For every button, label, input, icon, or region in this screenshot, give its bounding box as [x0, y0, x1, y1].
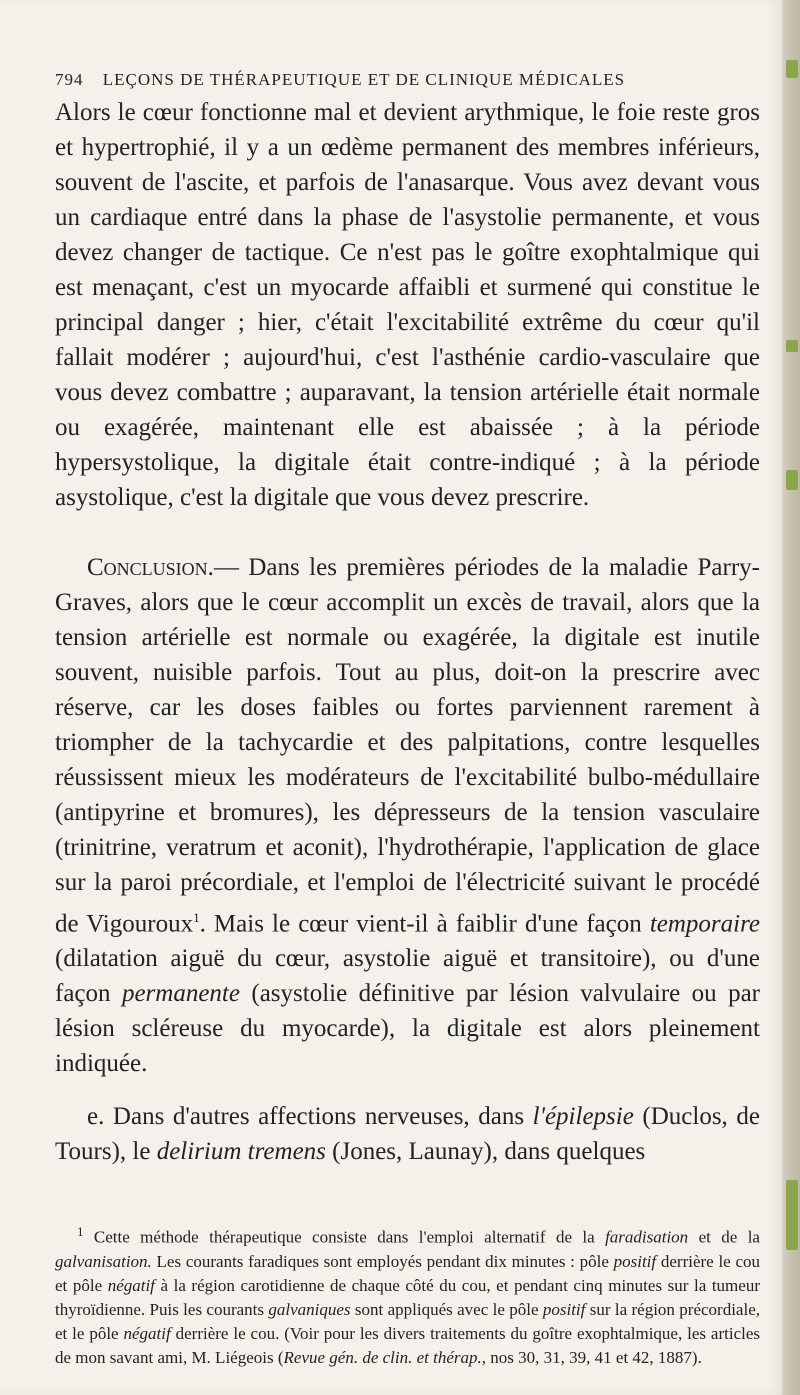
footnote-span: sont appliqués avec le pôle — [350, 1299, 543, 1319]
footnote-reference: 1 — [193, 910, 200, 925]
edge-marker — [786, 1180, 798, 1250]
footnote-mark: 1 — [77, 1224, 84, 1239]
edge-marker — [786, 470, 798, 490]
edge-marker — [786, 60, 798, 78]
footnote-emphasis: galvaniques — [268, 1299, 351, 1319]
footnote-emphasis: galvanisation. — [55, 1251, 152, 1271]
footnote-emphasis: faradisation — [605, 1227, 689, 1247]
running-header — [55, 70, 625, 90]
footnote-text — [55, 1220, 760, 1370]
paragraph-asystolie: Alors le cœur fonctionne mal et devient arythmique, le foie reste gros et hypertrophié, il y a un œdème permanent des membres inférieurs, souvent de l'ascite, et parfois de l'anasarque. Vous avez devant vous un cardiaque entré dans la phase de l'asystolie permanente, et vous devez changer de tactique. Ce n'est pas le goître exophtalmique qui est menaçant, c'est un myocarde affaibli et surmené qui constitue le principal danger ; hier, c'était l'excitabilité extrême du cœur qu'il fallait modérer ; aujourd'hui, c'est l'asthénie cardio-vasculaire que vous devez combattre ; auparavant, la tension artérielle était normale ou exagérée, maintenant elle est abaissée ; à la période hypersystolique, la digitale était contre-indiqué ; à la période asystolique, c'est la digitale que vous devez prescrire. — [55, 99, 760, 511]
emphasis-epilepsie: l'épilepsie — [532, 1103, 634, 1131]
footnote-emphasis: positif — [542, 1299, 586, 1319]
emphasis-permanente: permanente — [121, 980, 240, 1008]
paragraph-conclusion — [55, 550, 760, 1081]
edge-marker — [786, 340, 798, 352]
footnote-span: derrière le cou et pôle — [55, 1251, 760, 1295]
footnote-span: et de la — [688, 1227, 760, 1247]
footnote-span: derrière le cou. (Voir pour les divers traitements du goître exophtalmique, les articles de mon savant ami, M. Liégeois ( — [55, 1323, 760, 1367]
paragraph-e — [55, 1099, 760, 1169]
paragraph-e-text-a: e. Dans d'autres affections nerveuses, dans — [87, 1103, 533, 1131]
conclusion-text-a: — Dans les premières périodes de la maladie Parry-Graves, alors que le cœur accomplit un excès de travail, alors que la tension artérielle est normale ou exagérée, la digitale est inutile souvent, nuisible parfois. Tout au plus, doit-on la prescrire avec réserve, car les doses faibles ou fortes parviennent rarement à triompher de la tachycardie et des palpitations, contre lesquelles réussissent mieux les modérateurs de l'excitabilité bulbo-médullaire (antipyrine et bromures), les dépresseurs de la tension vasculaire (trinitrine, veratrum et aconit), l'hydrothérapie, l'application de glace sur la paroi précordiale, et l'emploi de l'électricité suivant le procédé de Vigouroux — [55, 554, 760, 938]
footnote-span: , nos 30, 31, 39, 41 et 42, 1887). — [481, 1347, 702, 1367]
footnote-emphasis: négatif — [123, 1323, 171, 1343]
footnote-span: sur la région précordiale, et le pôle — [55, 1299, 760, 1343]
footnote-span: à la région carotidienne de chaque côté du cou, et pendant cinq minutes sur la tumeur thyroïdienne. Puis les courants — [55, 1275, 760, 1319]
footnote-emphasis: négatif — [107, 1275, 155, 1295]
conclusion-text-d: (asystolie définitive par lésion valvulaire ou par lésion scléreuse du myocarde), la digitale est alors pleinement indiquée. — [55, 980, 760, 1078]
page-number: 794 — [55, 70, 84, 89]
main-text — [55, 95, 760, 1169]
footnote-span: Cette méthode thérapeutique consiste dans l'emploi alternatif de la — [83, 1227, 606, 1247]
footnote-span: Les courants faradiques sont employés pendant dix minutes : pôle — [151, 1251, 614, 1271]
emphasis-delirium: delirium tremens — [156, 1138, 326, 1166]
conclusion-text-c: (dilatation aiguë du cœur, asystolie aiguë et transitoire), ou d'une façon — [55, 945, 760, 1008]
conclusion-heading: Conclusion. — [87, 554, 214, 581]
footnote-emphasis: positif — [613, 1251, 657, 1271]
footnote-emphasis: Revue gén. de clin. et thérap. — [283, 1347, 482, 1367]
conclusion-text-b: . Mais le cœur vient-il à faiblir d'une façon — [199, 910, 650, 938]
running-title: LEÇONS DE THÉRAPEUTIQUE ET DE CLINIQUE MÉDICALES — [102, 70, 626, 89]
book-edge — [782, 0, 800, 1395]
emphasis-temporaire: temporaire — [649, 910, 760, 938]
footnote — [55, 1220, 760, 1370]
paragraph-e-text-c: (Jones, Launay), dans quelques — [325, 1138, 646, 1166]
paragraph-e-text-b: (Duclos, de Tours), le — [55, 1103, 760, 1166]
